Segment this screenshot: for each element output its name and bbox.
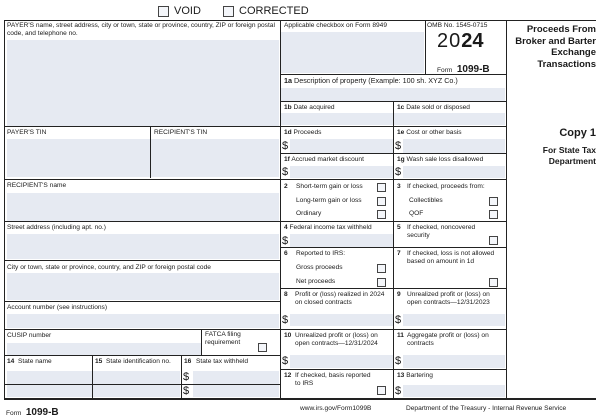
box-15-fill-1[interactable]: [93, 371, 180, 384]
box-15-number: 15: [95, 358, 103, 365]
box-16-number: 16: [184, 358, 192, 365]
box-1c-number: 1c: [397, 104, 405, 111]
box-1c-text: Date sold or disposed: [406, 104, 470, 111]
box-1d-label: [284, 129, 321, 137]
long-term-checkbox[interactable]: [377, 197, 386, 206]
corrected-checkbox[interactable]: [223, 6, 234, 17]
box-12-label: If checked, basis reported to IRS: [295, 372, 371, 387]
copy-label: Copy 1: [559, 127, 596, 139]
box-10-dollar: $: [282, 355, 289, 367]
box-1b-label: [284, 104, 335, 112]
box-1e-fill[interactable]: [403, 139, 505, 153]
box-11-label: Aggregate profit or (loss) on contracts: [407, 332, 489, 347]
box-1a-fill[interactable]: [281, 88, 505, 102]
box-1d-dollar: $: [282, 140, 289, 152]
void-checkbox[interactable]: [158, 6, 169, 17]
box-1b-fill[interactable]: [281, 113, 393, 125]
box-6-gross-label: Gross proceeds: [296, 264, 343, 271]
box-2-number: 2: [284, 183, 288, 190]
box-13-fill[interactable]: [403, 385, 505, 397]
box-1f-text: Accrued market discount: [291, 156, 364, 163]
box-7-number: 7: [397, 250, 401, 257]
box-6-number: 6: [284, 250, 288, 257]
copy-for-label: For State Tax Department: [542, 145, 596, 166]
box-2-short-label: Short-term gain or loss: [296, 183, 363, 190]
box-1g-number: 1g: [397, 156, 405, 163]
box-1a-label: [284, 77, 458, 85]
tax-year-light: 20: [437, 30, 462, 52]
box-1b-number: 1b: [284, 104, 292, 111]
box-16-fill-1[interactable]: [193, 371, 279, 384]
tax-year-bold: 24: [461, 30, 484, 52]
net-proceeds-checkbox[interactable]: [377, 278, 386, 287]
box-16-fill-2[interactable]: [193, 385, 279, 397]
box-4-label: [284, 224, 372, 232]
cusip-label: CUSIP number: [7, 332, 52, 339]
state-tax-label: State tax withheld: [196, 358, 249, 365]
payer-name-fill[interactable]: [7, 40, 279, 126]
box-16-dollar-2: $: [183, 385, 190, 397]
box-1g-fill[interactable]: [403, 166, 505, 178]
void-label: VOID: [174, 5, 201, 17]
ordinary-checkbox[interactable]: [377, 210, 386, 219]
loss-not-allowed-checkbox[interactable]: [489, 278, 498, 287]
noncovered-checkbox[interactable]: [489, 236, 498, 245]
street-label: Street address (including apt. no.): [7, 224, 106, 231]
form-title: Proceeds From Broker and Barter Exchange Transactions: [515, 24, 596, 70]
box-4-dollar: $: [282, 235, 289, 247]
box-1d-fill[interactable]: [290, 139, 393, 153]
box-10-number: 10: [284, 332, 292, 339]
box-1f-number: 1f: [284, 156, 290, 163]
state-id-label: State identification no.: [106, 358, 171, 365]
form-id-header: [437, 59, 490, 77]
box-1b-text: Date acquired: [293, 104, 335, 111]
box-1g-label: [397, 156, 483, 164]
box-14-fill-2[interactable]: [7, 385, 92, 397]
box-3-collectibles-label: Collectibles: [409, 197, 443, 204]
city-label: City or town, state or province, country, and ZIP or foreign postal code: [7, 264, 211, 271]
box-15-fill-2[interactable]: [93, 385, 180, 397]
payer-tin-label: PAYER'S TIN: [7, 129, 47, 136]
box-1f-dollar: $: [282, 166, 289, 178]
checkbox-8949-label: Applicable checkbox on Form 8949: [284, 22, 387, 29]
box-1a-number: 1a: [284, 76, 292, 85]
box-2-ordinary-label: Ordinary: [296, 210, 322, 217]
box-1g-text: Wash sale loss disallowed: [406, 156, 484, 163]
box-1g-dollar: $: [395, 166, 402, 178]
basis-reported-checkbox[interactable]: [377, 386, 386, 395]
checkbox-8949-fill[interactable]: [281, 32, 424, 73]
box-3-qof-label: QOF: [409, 210, 424, 217]
state-name-label: State name: [18, 358, 52, 365]
street-fill[interactable]: [7, 234, 279, 259]
form-prefix-header: Form: [437, 67, 453, 74]
omb-number: OMB No. 1545-0715: [427, 22, 488, 29]
city-fill[interactable]: [7, 273, 279, 300]
form-name-header: 1099-B: [456, 64, 490, 75]
box-3-label: If checked, proceeds from:: [407, 183, 485, 190]
box-4-text: Federal income tax withheld: [289, 224, 372, 231]
box-1e-number: 1e: [397, 129, 405, 136]
box-11-dollar: $: [395, 355, 402, 367]
box-7-label: If checked, loss is not allowed based on amount in 1d: [407, 250, 495, 265]
box-3-number: 3: [397, 183, 401, 190]
box-12-number: 12: [284, 372, 292, 379]
payer-tin-fill[interactable]: [7, 139, 151, 177]
box-1c-fill[interactable]: [394, 113, 505, 125]
box-16-dollar-1: $: [183, 371, 190, 383]
box-9-fill[interactable]: [403, 314, 505, 326]
account-label: Account number (see instructions): [7, 304, 108, 311]
box-1d-text: Proceeds: [293, 129, 322, 136]
payer-name-label: PAYER'S name, street address, city or town, state or province, country, ZIP or foreign postal code, and telephone no.: [7, 22, 275, 37]
recipient-name-fill[interactable]: [7, 193, 279, 221]
box-8-number: 8: [284, 291, 288, 298]
qof-checkbox[interactable]: [489, 210, 498, 219]
box-8-fill[interactable]: [290, 314, 393, 326]
box-1e-text: Cost or other basis: [406, 129, 462, 136]
box-13-text: Bartering: [406, 372, 433, 379]
recipient-name-label: RECIPIENT'S name: [7, 182, 67, 189]
recipient-tin-fill[interactable]: [151, 139, 279, 177]
box-8-dollar: $: [282, 314, 289, 326]
box-6-label: Reported to IRS:: [296, 250, 346, 257]
footer-form-id: [6, 402, 59, 420]
box-1e-dollar: $: [395, 140, 402, 152]
footer-url: www.irs.gov/Form1099B: [300, 405, 372, 412]
box-13-dollar: $: [395, 385, 402, 397]
footer-form-prefix: Form: [6, 410, 22, 417]
box-5-label: If checked, noncovered security: [407, 224, 476, 239]
box-11-number: 11: [397, 332, 404, 339]
box-11-fill[interactable]: [403, 355, 505, 368]
fatca-label: FATCA filing requirement: [205, 331, 241, 346]
recipient-tin-label: RECIPIENT'S TIN: [154, 129, 208, 136]
box-9-number: 9: [397, 291, 401, 298]
box-8-label: Profit or (loss) realized in 2024 on closed contracts: [295, 291, 385, 306]
collectibles-checkbox[interactable]: [489, 197, 498, 206]
box-1e-label: [397, 129, 462, 137]
box-5-number: 5: [397, 224, 401, 231]
box-1d-number: 1d: [284, 129, 292, 136]
box-10-label: Unrealized profit or (loss) on open contracts—12/31/2024: [295, 332, 378, 347]
box-9-dollar: $: [395, 314, 402, 326]
tax-year: [437, 30, 484, 52]
box-1f-label: [284, 156, 364, 164]
box-9-label: Unrealized profit or (loss) on open contracts—12/31/2023: [407, 291, 490, 306]
box-6-net-label: Net proceeds: [296, 278, 336, 285]
short-term-checkbox[interactable]: [377, 183, 386, 192]
box-1c-label: [397, 104, 470, 112]
cusip-fill[interactable]: [7, 343, 201, 355]
box-14-fill-1[interactable]: [7, 371, 92, 384]
box-1a-text: Description of property (Example: 100 sh. XYZ Co.): [294, 76, 458, 85]
gross-proceeds-checkbox[interactable]: [377, 264, 386, 273]
corrected-label: CORRECTED: [239, 5, 309, 17]
account-fill[interactable]: [7, 314, 279, 328]
footer-department: Department of the Treasury - Internal Revenue Service: [406, 405, 567, 412]
box-14-number: 14: [7, 358, 15, 365]
fatca-checkbox[interactable]: [258, 343, 267, 352]
box-13-number: 13: [397, 372, 405, 379]
box-2-long-label: Long-term gain or loss: [296, 197, 362, 204]
box-4-fill[interactable]: [290, 234, 393, 247]
box-13-label: [397, 372, 433, 380]
box-10-fill[interactable]: [290, 355, 393, 368]
footer-form-name: 1099-B: [25, 407, 59, 418]
box-1f-fill[interactable]: [290, 166, 393, 178]
box-4-number: 4: [284, 224, 288, 231]
